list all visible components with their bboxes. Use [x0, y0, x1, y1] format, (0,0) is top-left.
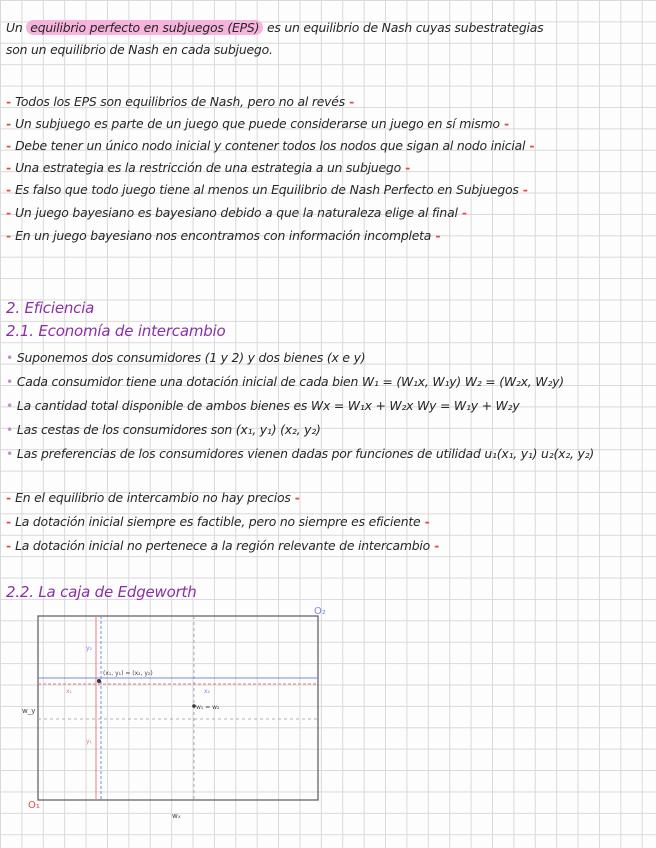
eps-fact-text: Debe tener un único nodo inicial y contener todos los nodos que sigan al nodo inicial	[15, 138, 526, 153]
wx-label: wₓ	[172, 812, 181, 820]
exchange-point-3: • La cantidad total disponible de ambos bienes es Wx = W₁x + W₂x Wy = W₁y + W₂y	[6, 398, 520, 413]
eps-fact-5: - Es falso que todo juego tiene al menos un Equilibrio de Nash Perfecto en Subjuegos -	[6, 182, 528, 197]
eps-fact-text: Un subjuego es parte de un juego que puede considerarse un juego en sí mismo	[15, 116, 500, 131]
eps-fact-4: - Una estrategia es la restricción de una estrategia a un subjuego -	[6, 160, 411, 175]
eps-fact-text: Todos los EPS son equilibrios de Nash, pero no al revés	[15, 94, 345, 109]
origin-2-label: O₂	[314, 606, 326, 617]
eps-fact-text: En un juego bayesiano nos encontramos con información incompleta	[15, 228, 432, 243]
eps-fact-7: - En un juego bayesiano nos encontramos con información incompleta -	[6, 228, 441, 243]
x2-label: x₂	[204, 688, 210, 695]
eps-fact-text: Una estrategia es la restricción de una estrategia a un subjuego	[15, 160, 401, 175]
subsection-title-edgeworth: 2.2. La caja de Edgeworth	[6, 583, 197, 601]
exchange-point-4: • Las cestas de los consumidores son (x₁, y₁) (x₂, y₂)	[6, 422, 321, 437]
allocation-label: (x₁, y₁) = (x₂, y₂)	[103, 670, 153, 677]
intro-line-1	[6, 20, 543, 36]
exchange-point-text: Cada consumidor tiene una dotación inicial de cada bien W₁ = (W₁x, W₁y) W₂ = (W₂x, W₂y)	[16, 374, 564, 389]
exchange-fact-2: - La dotación inicial siempre es factible, pero no siempre es eficiente -	[6, 514, 430, 529]
y1-label: y₁	[86, 738, 92, 745]
y2-label: y₂	[86, 645, 92, 652]
exchange-point-2: • Cada consumidor tiene una dotación inicial de cada bien W₁ = (W₁x, W₁y) W₂ = (W₂x, W₂y)	[6, 374, 564, 389]
eps-fact-2: - Un subjuego es parte de un juego que puede considerarse un juego en sí mismo -	[6, 116, 509, 131]
subsection-title: 2.1. Economía de intercambio	[6, 322, 226, 340]
exchange-point-5: • Las preferencias de los consumidores vienen dadas por funciones de utilidad u₁(x₁, y₁) u₂(x₂, y₂)	[6, 446, 595, 461]
w1-w2-label: w₁ = w₂	[196, 704, 220, 711]
exchange-fact-1: - En el equilibrio de intercambio no hay precios -	[6, 490, 300, 505]
exchange-fact-3: - La dotación inicial no pertenece a la región relevante de intercambio -	[6, 538, 440, 553]
exchange-fact-text: La dotación inicial no pertenece a la región relevante de intercambio	[15, 538, 431, 553]
section-title: 2. Eficiencia	[6, 299, 95, 317]
edgeworth-box	[38, 616, 318, 800]
exchange-fact-text: En el equilibrio de intercambio no hay precios	[15, 490, 291, 505]
exchange-fact-text: La dotación inicial siempre es factible, pero no siempre es eficiente	[15, 514, 421, 529]
exchange-point-text: Suponemos dos consumidores (1 y 2) y dos bienes (x e y)	[16, 350, 366, 365]
edgeworth-box-diagram	[0, 600, 340, 830]
eps-fact-3: - Debe tener un único nodo inicial y contener todos los nodos que sigan al nodo inicial -	[6, 138, 535, 153]
intro-line-1-end: es un equilibrio de Nash cuyas subestrategias	[266, 20, 544, 35]
eps-fact-6: - Un juego bayesiano es bayesiano debido a que la naturaleza elige al final -	[6, 205, 467, 220]
intro-line-2: son un equilibrio de Nash en cada subjuego.	[6, 42, 273, 57]
x1-label: x₁	[66, 688, 72, 695]
eps-highlight: equilibrio perfecto en subjuegos (EPS)	[26, 20, 263, 35]
exchange-point-1: • Suponemos dos consumidores (1 y 2) y dos bienes (x e y)	[6, 350, 366, 365]
exchange-point-text: Las cestas de los consumidores son (x₁, y₁) (x₂, y₂)	[16, 422, 321, 437]
exchange-point-text: La cantidad total disponible de ambos bienes es Wx = W₁x + W₂x Wy = W₁y + W₂y	[16, 398, 520, 413]
allocation-point	[97, 679, 101, 683]
origin-1-label: O₁	[28, 800, 40, 811]
eps-fact-text: Es falso que todo juego tiene al menos un Equilibrio de Nash Perfecto en Subjuegos	[15, 182, 519, 197]
eps-fact-text: Un juego bayesiano es bayesiano debido a que la naturaleza elige al final	[15, 205, 458, 220]
eps-fact-1: - Todos los EPS son equilibrios de Nash, pero no al revés -	[6, 94, 355, 109]
exchange-point-text: Las preferencias de los consumidores vienen dadas por funciones de utilidad u₁(x₁, y₁) u₂(x₂, y₂)	[16, 446, 595, 461]
wy-label: w_y	[22, 707, 36, 715]
intro-line-1-start: Un	[6, 20, 23, 35]
